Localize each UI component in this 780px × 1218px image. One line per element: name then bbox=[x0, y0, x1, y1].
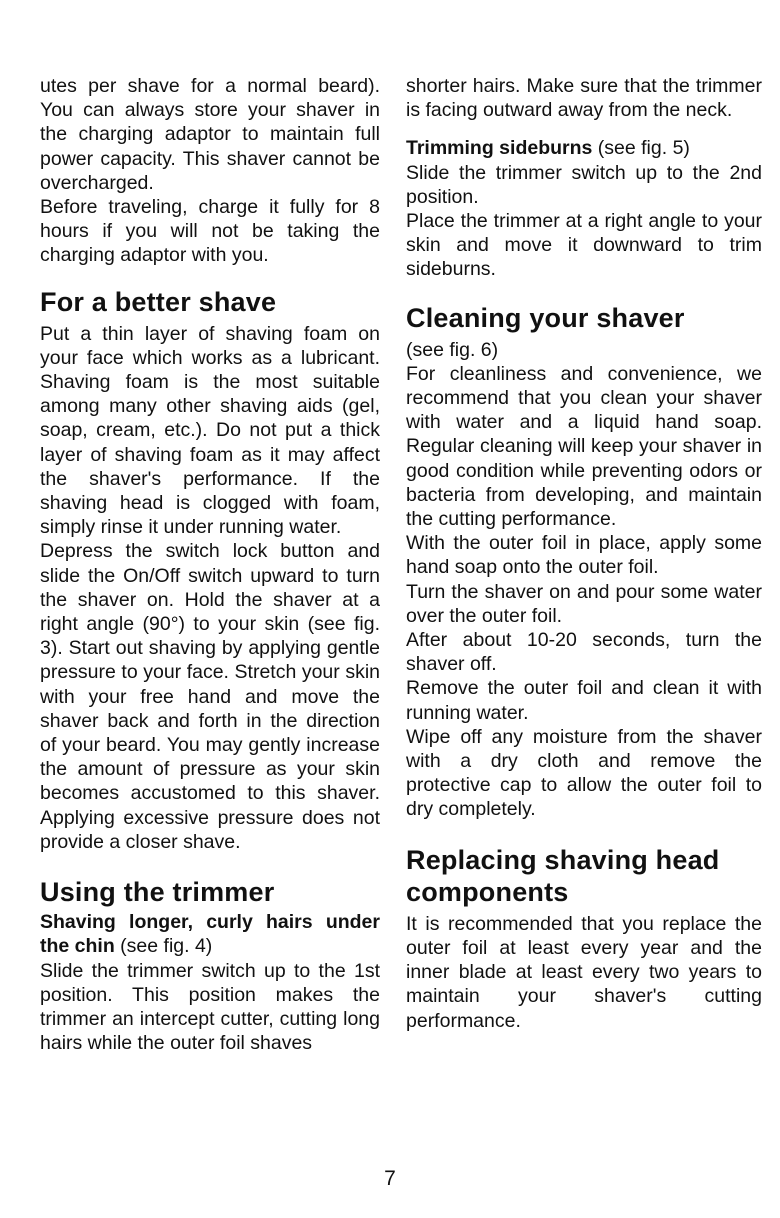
left-column bbox=[40, 74, 380, 1055]
trimmer-first-position-paragraph: Slide the trimmer switch up to the 1st position. This position makes the trimmer an intercept cutter, cutting long hairs while the outer foil shaves bbox=[40, 959, 380, 1055]
shaving-foam-paragraph: Put a thin layer of shaving foam on your face which works as a lubricant. Shaving foam is the most suitable among many other shaving aids (gel, soap, cream, etc.). Do not put a thick layer of shaving foam as it may affect the shaver's performance. If the shaving head is clogged with foam, simply rinse it under running water. bbox=[40, 322, 380, 539]
sideburns-angle-paragraph: Place the trimmer at a right angle to your skin and move it downward to trim sideburns. bbox=[406, 210, 762, 281]
right-column bbox=[406, 74, 762, 1033]
fig4-reference: (see fig. 4) bbox=[114, 935, 213, 958]
shaving-technique-paragraph: Depress the switch lock button and slide the On/Off switch upward to turn the shaver on. Hold the shaver at a right angle (90°) to your skin (see fig. 3). Start out shaving by applying gentle pressure to your face. Stretch your skin with your free hand and move the shaver back and forth in the direction of your beard. You may gently increase the amount of pressure as your skin becomes accustomed to this shaver. Applying excessive pressure does not provide a closer shave. bbox=[40, 540, 380, 853]
pour-water-paragraph: Turn the shaver on and pour some water over the outer foil. bbox=[406, 580, 762, 627]
sideburns-subheading bbox=[406, 136, 762, 160]
cleaning-heading: Cleaning your shaver bbox=[406, 302, 685, 333]
fig6-reference: (see fig. 6) bbox=[406, 338, 499, 361]
charging-paragraph: utes per shave for a normal beard). You can always store your shaver in the charging adaptor to maintain full power capacity. This shaver cannot be overcharged. bbox=[40, 75, 380, 194]
trimmer-heading: Using the trimmer bbox=[40, 877, 275, 908]
fig5-reference: (see fig. 5) bbox=[592, 137, 690, 160]
sideburns-switch-paragraph: Slide the trimmer switch up to the 2nd position. bbox=[406, 161, 762, 208]
better-shave-heading: For a better shave bbox=[40, 286, 277, 317]
turn-off-paragraph: After about 10-20 seconds, turn the shaver off. bbox=[406, 629, 762, 676]
page-number: 7 bbox=[384, 1167, 396, 1190]
curly-hairs-subheading: Shaving longer, curly hairs under the chin bbox=[40, 911, 380, 958]
replacing-paragraph: It is recommended that you replace the outer foil at least every year and the inner blade at least every two years to maintain your shaver's cutting performance. bbox=[406, 912, 762, 1032]
dry-paragraph: Wipe off any moisture from the shaver with a dry cloth and remove the protective cap to allow the outer foil to dry completely. bbox=[406, 725, 762, 821]
apply-soap-paragraph: With the outer foil in place, apply some hand soap onto the outer foil. bbox=[406, 532, 762, 579]
traveling-paragraph: Before traveling, charge it fully for 8 hours if you will not be taking the charging adaptor with you. bbox=[40, 196, 380, 267]
trimmer-subheading bbox=[40, 910, 380, 958]
sideburns-subheading-bold: Trimming sideburns bbox=[406, 137, 593, 160]
replacing-heading: Replacing shaving head components bbox=[406, 844, 720, 907]
remove-foil-paragraph: Remove the outer foil and clean it with running water. bbox=[406, 677, 762, 724]
trimmer-continued-paragraph: shorter hairs. Make sure that the trimmer is facing outward away from the neck. bbox=[406, 75, 762, 122]
cleaning-recommendation-paragraph: For cleanliness and convenience, we recommend that you clean your shaver with water and a liquid hand soap. Regular cleaning will keep your shaver in good condition while preventing odors or bacteria from developing, and maintain the cutting performance. bbox=[406, 362, 762, 531]
